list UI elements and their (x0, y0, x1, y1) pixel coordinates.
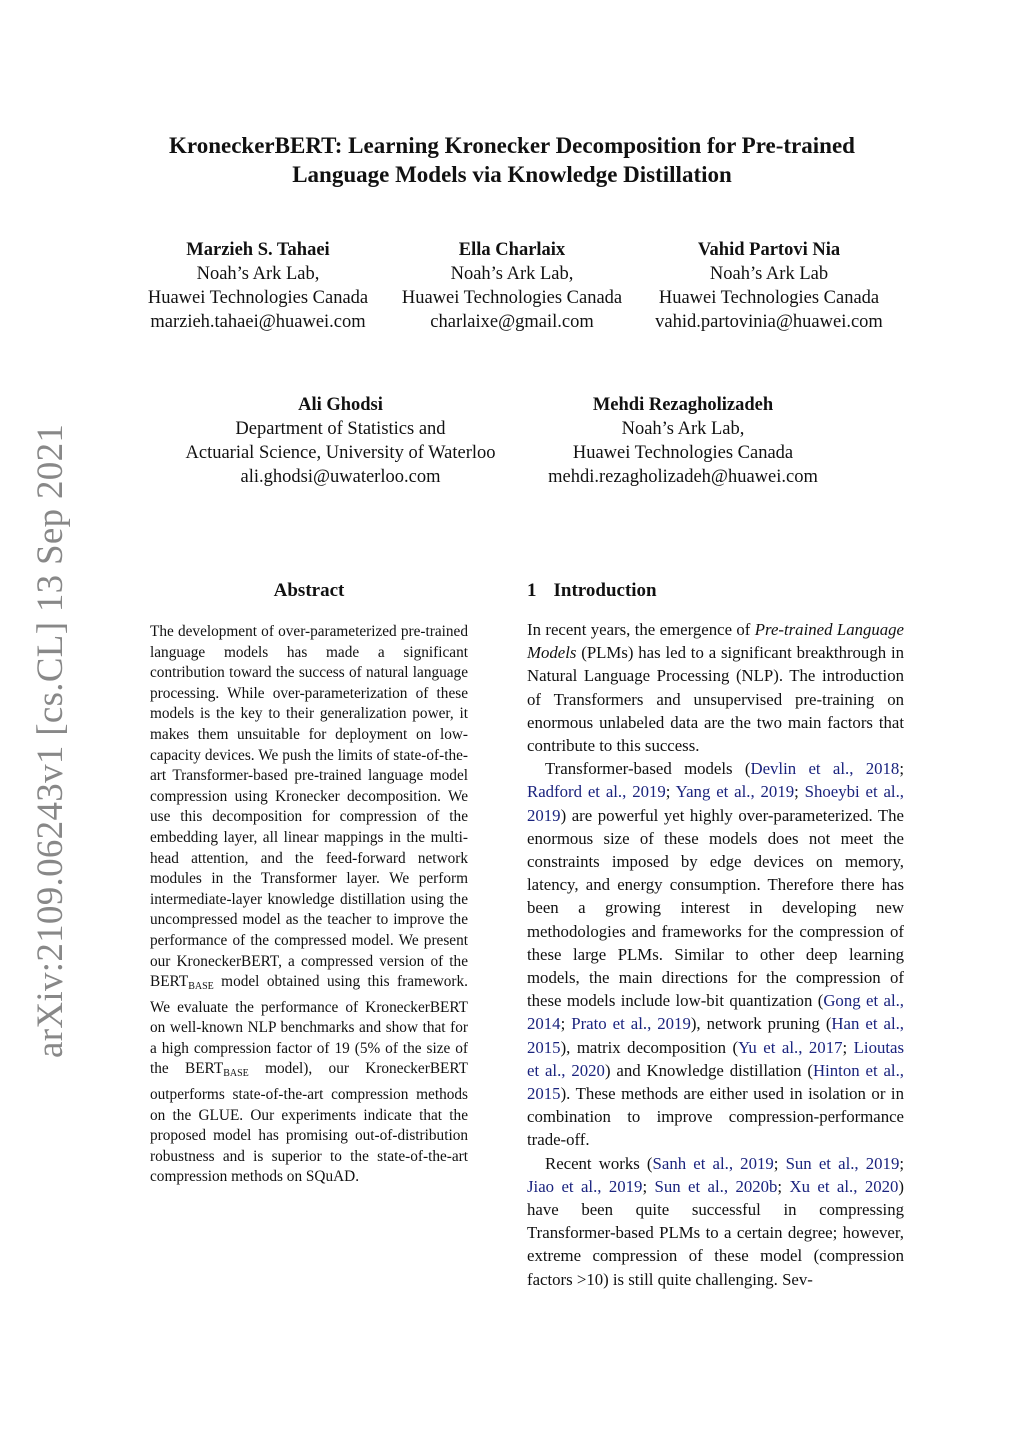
author-affiliation: Huawei Technologies Canada (147, 288, 369, 308)
paragraph-text: ). These methods are either used in isolation or in combination to improve compression-performance trade-off. (527, 1084, 904, 1150)
author-name: Marzieh S. Tahaei (186, 240, 330, 260)
citation-link[interactable]: Yang et al., 2019 (675, 782, 795, 802)
author-name: Mehdi Rezagholizadeh (592, 395, 774, 415)
introduction-body (527, 618, 904, 1291)
author-name: Ella Charlaix (458, 240, 566, 260)
citation-link[interactable]: Sun et al., 2020b (654, 1176, 778, 1196)
citation-link[interactable]: Prato et al., 2019 (571, 1014, 691, 1034)
section-heading-introduction (527, 580, 657, 602)
abstract-subscript-base: BASE (188, 981, 214, 993)
emphasis-text: Pre-trained Language Models (527, 620, 904, 663)
author-block-1 (136, 238, 380, 334)
author-affiliation: Noah’s Ark Lab, (621, 419, 745, 439)
title-line-2: Language Models via Knowledge Distillation (292, 162, 732, 187)
abstract-subscript-base: BASE (223, 1068, 249, 1080)
author-affiliation: Huawei Technologies Canada (401, 288, 623, 308)
citation-link[interactable]: Xu et al., 2020 (789, 1176, 899, 1196)
author-email[interactable]: vahid.partovinia@huawei.com (655, 312, 883, 332)
author-affiliation: Department of Statistics and (235, 419, 446, 439)
author-affiliation: Noah’s Ark Lab, (450, 264, 574, 284)
paragraph-text: In recent years, the emergence of (527, 620, 755, 639)
abstract-text-2: model obtained using this framework. We evaluate the performance of KroneckerBERT on well-known NLP benchmarks and show that for a high compression factor of 19 (5% of the size of the BERT (150, 973, 468, 1078)
section-title: Introduction (553, 580, 657, 601)
citation-link[interactable]: Radford et al., 2019 (527, 782, 666, 802)
abstract-heading: Abstract (273, 580, 345, 601)
author-affiliation: Noah’s Ark Lab, (196, 264, 320, 284)
citation-link[interactable]: Hinton et al., 2015 (527, 1060, 904, 1104)
citation-link[interactable]: Devlin et al., 2018 (750, 759, 900, 779)
abstract-body (150, 622, 468, 1188)
citation-link[interactable]: Han et al., 2015 (527, 1014, 904, 1057)
abstract-text-3: model), our KroneckerBERT outperforms state-of-the-art compression methods on the GLUE. Our experiments indicate that the proposed model has promising out-of-distribution robustness and is superior to the state-of-the-art compression methods on SQuAD. (150, 1060, 468, 1186)
author-name: Ali Ghodsi (298, 395, 383, 415)
citation-link[interactable]: Shoeybi et al., 2019 (527, 782, 904, 825)
intro-paragraph-3: Recent works (Sanh et al., 2019; Sun et al., 2019; Jiao et al., 2019; Sun et al., 2020b; Xu et al., 2020) have been quite successful in compressing Transformer-based PLMs to a certain degree; however, extreme compression of these model (compression factors >10) is still quite challenging. Sev- (527, 1153, 905, 1289)
author-affiliation: Actuarial Science, University of Waterloo (185, 443, 496, 463)
author-affiliation: Huawei Technologies Canada (658, 288, 880, 308)
paragraph-text: ), matrix decomposition ( (560, 1037, 739, 1057)
author-email[interactable]: marzieh.tahaei@huawei.com (150, 312, 366, 332)
author-email[interactable]: charlaixe@gmail.com (430, 312, 594, 332)
citation-link[interactable]: Jiao et al., 2019 (527, 1176, 643, 1196)
author-email[interactable]: mehdi.rezagholizadeh@huawei.com (548, 467, 818, 487)
author-block-3 (644, 238, 894, 334)
citation-link[interactable]: Lioutas et al., 2020 (527, 1037, 905, 1080)
section-number: 1 (527, 580, 537, 601)
author-affiliation: Noah’s Ark Lab (709, 264, 829, 284)
arxiv-stamp: arXiv:2109.06243v1 [cs.CL] 13 Sep 2021 (30, 423, 71, 1058)
author-affiliation: Huawei Technologies Canada (572, 443, 794, 463)
citation-link[interactable]: Yu et al., 2017 (738, 1037, 843, 1057)
paragraph-text: Recent works ( (545, 1153, 653, 1173)
title-line-1: KroneckerBERT: Learning Kronecker Decomposition for Pre-trained (169, 133, 855, 158)
paragraph-text: Transformer-based models ( (545, 759, 751, 779)
intro-paragraph-2: Transformer-based models (Devlin et al., 2018; Radford et al., 2019; Yang et al., 2019; Shoeybi et al., 2019) are powerful yet highly over-parameterized. The enormous size of these models does not meet the constraints imposed by edge devices on memory, latency, and energy consumption. Therefore there has been a growing interest in developing new methodologies and frameworks for the compression of these large PLMs. Similar to other deep learning models, the main directions for the compression of these models include low-bit quantization (Gong et al., 2014; Prato et al., 2019), network pruning (Han et al., 2015), matrix decomposition (Yu et al., 2017; Lioutas et al., 2020) and Knowledge distillation (Hinton et al., 2015). These methods are either used in isolation or in combination to improve compression-performance trade-off. (527, 759, 905, 1150)
paragraph-text: ) and Knowledge distillation ( (604, 1060, 813, 1080)
citation-link[interactable]: Sanh et al., 2019 (652, 1153, 774, 1173)
author-block-5 (532, 393, 834, 489)
citation-link[interactable]: Gong et al., 2014 (527, 991, 904, 1034)
paper-title (100, 131, 924, 189)
abstract-text-1: The development of over-parameterized pre-trained language models has made a significant contribution toward the success of natural language processing. While over-parameterization of these models is the key to their generalization power, it makes them unsuitable for deployment on low-capacity devices. We push the limits of state-of-the-art Transformer-based pre-trained language model compression using Kronecker decomposition. We use this decomposition for compression of the embedding layer, all linear mappings in the multi-head attention, and the feed-forward network modules in the Transformer layer. We perform intermediate-layer knowledge distillation using the uncompressed model as the teacher to improve the performance of the compressed model. We present our KroneckerBERT, a compressed version of the BERT (150, 623, 468, 991)
paragraph-text: ), network pruning ( (690, 1014, 832, 1034)
paragraph-text: ) have been quite successful in compressing Transformer-based PLMs to a certain degree; however, extreme compression of these model (compression factors >10) is still quite challenging. Sev- (527, 1176, 905, 1289)
paragraph-text: ) are powerful yet highly over-parameterized. The enormous size of these models does not meet the constraints imposed by edge devices on memory, latency, and energy consumption. Therefore there has been a growing interest in developing new methodologies and frameworks for the compression of these large PLMs. Similar to other deep learning models, the main directions for the compression of these models include low-bit quantization ( (527, 805, 904, 1011)
author-block-2 (390, 238, 634, 334)
intro-paragraph-1 (527, 618, 904, 757)
citation-link[interactable]: Sun et al., 2019 (785, 1153, 900, 1173)
author-name: Vahid Partovi Nia (697, 240, 841, 260)
paragraph-text: (PLMs) has led to a significant breakthrough in Natural Language Processing (NLP). The introduction of Transformers and unsupervised pre-training on enormous unlabeled data are the two main factors that contribute to this success. (527, 643, 904, 756)
author-email[interactable]: ali.ghodsi@uwaterloo.com (240, 467, 441, 487)
author-block-4 (168, 393, 513, 489)
